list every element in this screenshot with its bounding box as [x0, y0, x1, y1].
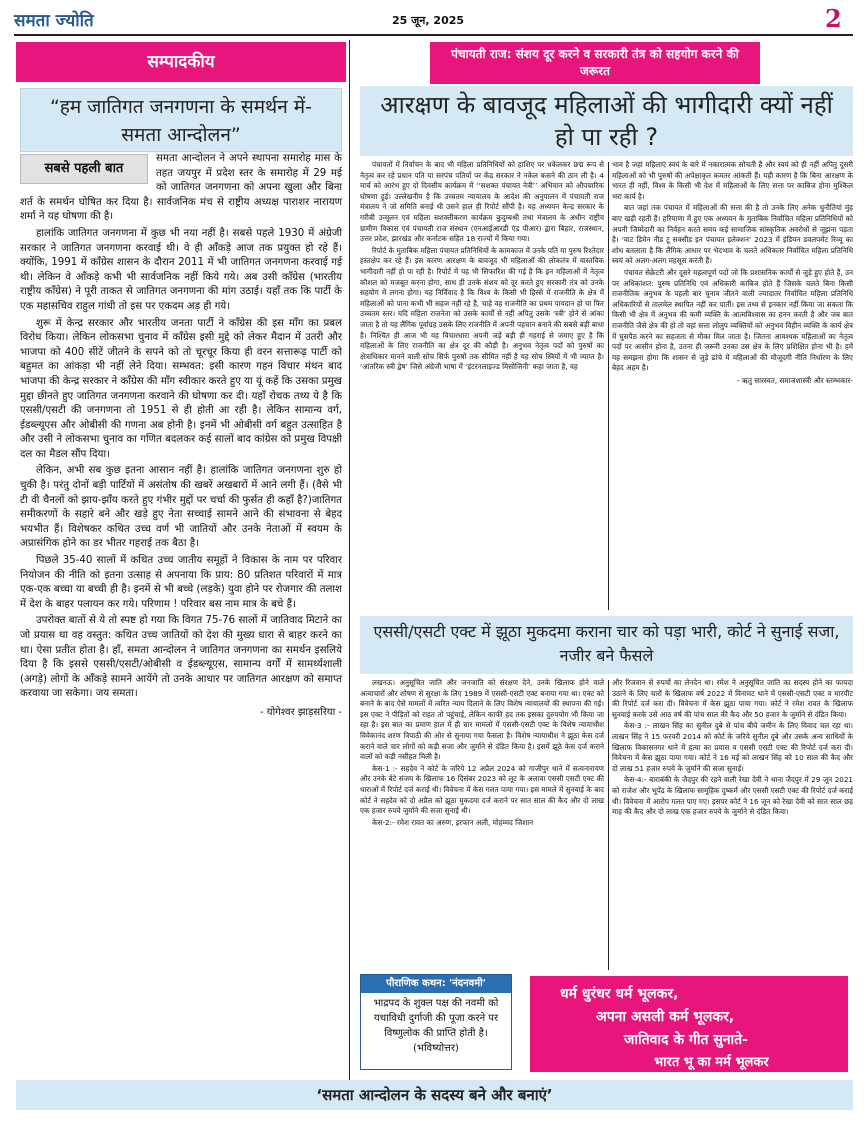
- scst-col-1: [360, 678, 604, 975]
- reservation-col-divider: [608, 162, 609, 610]
- reservation-headline: आरक्षण के बावजूद महिलाओं की भागीदारी क्यों नहीं हो पा रही ?: [380, 91, 833, 151]
- editorial-paragraph: शुरू में केन्द्र सरकार और भारतीय जनता पार्टी ने काँग्रेस की इस माँग का प्रबल विरोध किया। लेकिन लोकसभा चुनाव में काँग्रेस इसी मुद्दे को लेकर मैदान में उतरी और भाजपा को 400 सीटें जीतने के सपने को तो चूरचूर किया ही वरन सत्तारूढ़ पार्टी को बहुमत का आंकड़ा भी नहीं लेने दिया। सम्भवत: इसी कारण गहन विचार मंथन बाद भाजपा की केन्द्र सरकार ने काँग्रेस की माँग स्वीकार करते हुए या यूं कहें कि उसका प्रमुख मुद्दा छीनते हुए जातिगत जनगणना करवाने की घोषणा कर दी। यहाँ रोचक तथ्य ये है कि एससी/एसटी की जनगणना तो 1951 से ही होती आ रही है। लेकिन सामान्य वर्ग, ईडब्ल्यूएस और ओबीसी की गणना अब होनी है। इनमें भी ओबीसी वर्ग बहुत उत्साहित है और उसी ने लोकसभा चुनाव का गणित बदलकर कई सालों बाद कांग्रेस को प्रमुख विपक्षी दल का मैडल सौंप दिया।: [20, 317, 342, 460]
- reservation-col-1: [360, 160, 604, 610]
- scst-paragraph: और रिजवान से रुपयों का लेनदेन था। रमेश ने अनुसूचित जाति का सदस्य होने का फायदा उठाने के लिए चारों के खिलाफ वर्ष 2022 में विनामट थाने में एससी-एसटी एक्ट व मारपीट की रिपोर्ट दर्ज करा दी। विवेचना में केस झूठा पाया गया। कोर्ट ने रमेश रावत के खिलाफ सुनवाई करके उसे आठ वर्ष की पांच साल की कैद और 50 हजार के जुर्माने से दंडित किया।: [612, 678, 853, 719]
- poem-line: भारत भू का मर्म भूलकर: [654, 1055, 769, 1070]
- editorial-paragraph: हालांकि जातिगत जनगणना में कुछ भी नया नहीं है। सबसे पहले 1930 में अंग्रेजी सरकार ने जातिगत जनगणना करवाई थी। वे ही आँकड़े आज तक प्रयुक्त हो रहे हैं। क्योंकि, 1991 में काँग्रेस शासन के दौरान 2011 में भी जातिगत जनगणना करवाई गई थी। लेकिन वे आँकड़े कभी भी सार्वजनिक नहीं किये गये। अब उसी काँग्रेस (भारतीय राष्ट्रीय काँग्रेस) ने पूरी ताकत से जातिगत जनगणना की मांग उठाई। यहाँ तक कि पार्टी के एक महासचिव राहुल गांधी तो इस पर एकदम अड़ ही गये।: [20, 227, 342, 312]
- editorial-paragraph: समता आन्दोलन ने अपने स्थापना समारोह मास के तहत जयपुर में प्रदेश स्तर के समारोह में 29 मई को जातिगत जनगणना को अपना खुला और बिना शर्त के समर्थन घोषित कर दिया है। सार्वजनिक मंच से राष्ट्रीय अध्यक्ष पाराशर नारायण शर्मा ने यह घोषणा की है।: [20, 153, 342, 223]
- puranik-box: [360, 974, 512, 1070]
- reservation-col-2: [612, 160, 853, 610]
- scst-col-2: [612, 678, 853, 970]
- reservation-paragraph: पंचायत सेक्रेटरी और दूसरे महत्वपूर्ण पदों जो कि प्रशासनिक कार्यों से जुड़े हुए होते हैं, उन पर अधिकांशत: पुरुष प्रतिनिधि एवं अधिकारी काबिज होते हैं जिसके चलते बिना किसी राजनीतिक अनुभव के पहली बार चुनाव जीतने वाली ज्यादातर निर्वाचित महिला प्रतिनिधि अधिकारियों से तालमेल स्थापित नहीं कर पातीं। इस तथ्य से इनकार नहीं किया जा सकता कि किसी भी क्षेत्र में अनुभव की कमी व्यक्ति के आत्मविश्वास का हनन करती है और जब बात राजनीति जैसे क्षेत्र की हो तो वहां सत्ता लोलुप व्यक्तियों को अनुभव विहीन व्यक्ति के कार्य क्षेत्र में घुसपैठ करने का सहजता से मौका मिल जाता है। जितना आवश्यक महिलाओं का नेतृत्व पदों पर आसीन होना है, उतना ही जरूरी उनका उस क्षेत्र के लिए प्रशिक्षित होना भी है। हमें यह समझना होगा कि शासन से जुड़े ढांचे में महिलाओं की मौजूदगी नीति निर्धारण के लिए बेहद अहम है।: [612, 267, 853, 373]
- editorial-kicker: सबसे पहली बात: [20, 154, 148, 184]
- scst-paragraph: केस-3 :- लाखन सिंह का सुनील दुबे से पांच बीघे जमीन के लिए विवाद चल रहा था। लाखन सिंह ने 15 फरवरी 2014 को कोर्ट के जरिये सुनील दुबे और उसके अन्य साथियों के खिलाफ विकासनगर थाने में हत्या का प्रयास व एससी एसटी एक्ट की रिपोर्ट दर्ज करा दी। विवेचना में केस झूठा पाया गया। कोर्ट ने 16 मई को लाखन सिंह को 10 साल की कैद और दो लाख 51 हजार रुपये के जुर्माने की सजा सुनाई।: [612, 721, 853, 773]
- poem-line: धर्म धुरंधर धर्म भूलकर,: [560, 986, 679, 1002]
- masthead-date: 25 जून, 2025: [392, 14, 465, 27]
- editorial-headline: “हम जातिगत जनगणना के समर्थन में- समता आन्दोलन”: [49, 96, 313, 146]
- reservation-signature: - ऋतु सारस्वत, समाजशास्त्री और स्तम्भकार-: [736, 375, 853, 385]
- editorial-paragraph: उपरोक्त बातों से ये तो स्पष्ट हो गया कि विगत 75-76 सालों में जातिवाद मिटाने का जो प्रयास था वह वस्तुत: कथित उच्च जातियों को देश की मुख्य धारा से बाहर करने का था। ऐसा प्रतीत होता है। हाँ, समता आन्दोलन ने जातिगत जनगणना का समर्थन इसलिये दिया है कि इससे एससी/एसटी/ओबीसी व ईडब्ल्यूएस, सामान्य वर्गों में सामर्थ्यशाली (अगड़े) लोगों के आँकड़े सामने आयेंगे तो उनके आधार पर जातिगत आरक्षण को समाप्त करवाया जा सकेगा। जय समता।: [20, 615, 342, 700]
- panchayat-banner: पंचायती राज: संशय दूर करने व सरकारी तंत्र को सहयोग करने की जरूरत: [430, 42, 760, 84]
- page-number: 2: [825, 4, 842, 33]
- masthead-rule: [14, 34, 853, 36]
- puranik-label: पौराणिक कथन: 'नंदनवमी': [361, 975, 511, 993]
- reservation-paragraph: बात जहां तक पंचायत में महिलाओं की सत्ता की है तो उनके लिए अनेक चुनौतियां मुंह बाए खड़ी रहती हैं। हरियाणा में हुए एक अध्ययन के मुताबिक निर्वाचित महिला प्रतिनिधियों को अपनी जिम्मेदारी का निर्वहन करते समय कई सामाजिक सांस्कृतिक अवरोधों से जूझना पड़ता है। ‘वाट डिमेन नीड टू सक्सीड इन पंचायत इलेक्शन’ 2023 में इंडियन डवलपमेंट रिव्यू का शोध बतलाता है कि लैंगिक आधार पर भेदभाव के चलते अधिकतर निर्वाचित महिला प्रतिनिधि स्वयं को अलग-अलग महसूस करती हैं।: [612, 203, 853, 266]
- reservation-paragraph: भाव है जहां महिलाएं स्वयं के बारे में नकारात्मक सोचती है और स्वयं को ही नहीं अपितु दूसरी महिलाओं को भी पुरुषों की अपेक्षाकृत कमतर आंकती हैं। यही कारण है कि बिना आरक्षण के भारत ही नहीं, विश्व के किसी भी देश में महिलाओं के लिए सत्ता पर काबिज होना मुश्किल भरा कार्य है।: [612, 160, 853, 201]
- poem-line: जातिवाद के गीत सुनाते-: [624, 1032, 748, 1048]
- poem-line: अपना असली कर्म भूलकर,: [596, 1009, 735, 1025]
- masthead-title: समता ज्योति: [14, 11, 94, 31]
- masthead: [14, 6, 853, 34]
- scst-paragraph: केस-2:- रमेश रावत का अरुण, इरफान अली, मोहम्मद जिशान: [372, 817, 534, 827]
- scst-headline: एससी/एसटी एक्ट में झूठा मुकदमा कराना चार को पड़ा भारी, कोर्ट ने सुनाई सजा, नजीर बने फैसले: [373, 622, 840, 665]
- editorial-paragraph: पिछले 35-40 सालों में कथित उच्च जातीय समूहों ने विकास के नाम पर परिवार नियोजन की नीति को इतना उत्साह से अपनाया कि प्राय: 80 प्रतिशत परिवारों में मात्र एक-एक बच्चा या बच्ची ही है। इनमें से भी बच्चे (लड़के) युवा होने पर रोजगार की तलाश में देश के बाहर पलायन कर गये। परिणाम ! परिवार बस नाम मात्र के बचे हैं।: [20, 555, 342, 610]
- scst-col-divider: [608, 680, 609, 970]
- reservation-headline-box: [360, 86, 853, 156]
- editorial-headline-box: [20, 88, 342, 152]
- editorial-section-bar: सम्पादकीय: [16, 42, 346, 82]
- editorial-body: [20, 152, 342, 1064]
- scst-paragraph: लखनऊ। अनुसूचित जाति और जनजाति को संरक्षण देने, उनके खिलाफ होने वाले अत्याचारों और शोषण से सुरक्षा के लिए 1989 में एससी-एसटी एक्ट बनाया गया था। एक्ट को बनाने के बाद ऐसे मामलों में त्वरित न्याय दिलाने के लिए विशेष न्यायालयों की स्थापना की गई। इस एक्ट ने पीड़ितों को राहत तो पहुंचाई, लेकिन काफी हद तक इसका दुरुपयोग भी किया जा रहा है। इस बात का प्रमाण हाल में ही चार मामलों में एससी-एसटी एक्ट के विशेष न्यायाधीश विवेकानंद शरण त्रिपाठी की ओर से सुनाया गया फैसला है। विशेष न्यायाधीश ने झूठा केस दर्ज कराने वाले चार लोगों को कड़ी सजा और जुर्माने से दंडित किया है। इसमें झूठे केस दर्ज कराने वालों को कड़ी नसीहत मिली है।: [360, 678, 604, 762]
- editorial-paragraph: लेकिन, अभी सब कुछ इतना आसान नहीं है। हालांकि जातिगत जनगणना शुरु हो चुकी है। परंतु दोनों बड़ी पार्टियों में असंतोष की खबरें अखबारों में आने लगी हैं। (वैसे भी टी वी चैनलों को झाय-झाँय करते हुए गंभीर मुद्दों पर चर्चा की फुर्सत ही कहाँ है?)जातिगत समीकरणों के सहारे बने और खड़े हुए नेता सच्चाई सामने आने की संभावना से बेहद भयभीत हैं। विशेषकर कथित उच्च वर्ण भी जातियों और उनके नेताओं में स्वयम के अप्रासंगिक होने का डर भीतर गहराई तक बैठा है।: [20, 465, 342, 550]
- scst-paragraph: केस-4:- बाराबंकी के जैदपुर की रहने वाली रेखा देवी ने थाना जैदपुर में 29 जून 2021 को राजेश और भूपेंद्र के खिलाफ सामूहिक दुष्कर्म और एससी एसटी एक्ट की रिपोर्ट दर्ज कराई थी। विवेचना में आरोप गलत पाए गए। इसपर कोर्ट ने 16 जून को रेखा देवी को सात साल छह माह की कैद और दो लाख एक हजार रुपये के जुर्माने से दंडित किया।: [612, 775, 853, 817]
- puranik-text: भाद्रपद के शुक्ल पक्ष की नवमी को यथाविधी दुर्गाजी की पूजा करने पर विष्णुलोक की प्राप्ति होती है। (भविष्योत्तर): [373, 998, 499, 1054]
- poem-box: [530, 976, 848, 1072]
- scst-headline-box: [360, 616, 853, 674]
- column-divider: [349, 40, 350, 1097]
- scst-paragraph: केस-1 :- सहदेव ने कोर्ट के जरिये 12 अप्रैल 2024 को गाजीपुर थाने में सत्यनारायण और उनके बेटे संजय के खिलाफ 16 दिसंबर 2023 को लूट के अलावा एससी एसटी एक्ट की धाराओं में रिपोर्ट दर्ज कराई थी। विवेचना में केस गलत पाया गया। इस मामले में सुनवाई के बाद कोर्ट ने सहदेव को दो अप्रैल को झूठा मुकदमा दर्ज कराने पर सात साल की कैद और दो लाख एक हजार रुपये जुर्माने की सजा सुनाई थी।: [360, 763, 604, 816]
- reservation-paragraph: पंचायतों में निर्वाचन के बाद भी महिला प्रतिनिधियों को हाशिए पर धकेलकर छद्म रूप से नेतृत्व कर रहे प्रधान पति या सरपंच पतियों पर केंद्र सरकार ने नकेल कसने की ठान ली है। 4 मार्च को आरंभ हुए दो दिवसीय कार्यक्रम में ‘‘सशक्त पंचायत नेत्री’’ अभियान को औपचारिक घोषणा हुई। उल्लेखनीय है कि उच्चतम न्यायालय के आदेश की अनुपालन में पंचायती राज मंत्रालय ने जो समिति बनाई थी उसने हाल ही रिपोर्ट सौंपी है। यह अध्ययन केन्द्र सरकार के गरीबी उन्मूलन एवं महिला सशक्तीकरण कार्यक्रम कुदुम्बश्री तथा मंत्रालय के अधीन राष्ट्रीय ग्रामीण विकास एवं पंचायती राज संस्थान (एनआईआरडी एंड पीआर) द्वारा बिहार, राजस्थान, उत्तर प्रदेश, झारखंड और कर्नाटक सहित 18 राज्यों में किया गया।: [360, 160, 604, 244]
- footer-slogan: ‘समता आन्दोलन के सदस्य बने और बनाएं’: [16, 1080, 853, 1110]
- reservation-paragraph: रिपोर्ट के मुताबिक महिला पंचायत प्रतिनिधियों के कामकाज में उनके पति या पुरुष रिश्तेदार हस्तक्षेप कर रहे हैं। इस कारण आरक्षण के बावजूद भी महिलाओं की लोकतंत्र में वास्तविक भागीदारी नहीं हो पा रही है। रिपोर्ट में यह भी सिफारिश की गई है कि इन महिलाओं में नेतृत्व कौशल को मजबूत करना होगा, साथ ही उनके संशय को दूर करते हुए सरकारी तंत्र को उनके सहयोग में लगना होगा। यह निर्विवाद है कि विश्व के किसी भी हिस्से में राजनीति के क्षेत्र में महिलाओं को पाना कभी भी सहज नहीं रहे है, चाहे वह राजनीति का प्रथम पायदान हो या फिर उच्चतम स्तर। यदि महिला राजनेता को उसके कार्यों से नहीं अपितु उसके ‘स्त्री’ होने से आंका जाता है तो यह लैंगिक पूर्वाग्रह उसके लिए राजनीति में अपनी पहचान बनाने की सबसे बड़ी बाधा है। निश्चित ही आज भी यह विचारधारा अपनी जड़ें बड़ी ही गहराई से जमाए हुए है कि महिलाओं के लिए राजनीति का क्षेत्र दूर की कौड़ी है। अनुभव नेतृत्व पदों को पुरुषों का क्षेत्राधिकार मानने वाली सोच सिर्फ पुरुषों तक सीमित नहीं है यह सोच स्त्रियों में भी व्याप्त है। ‘आंतरिक स्त्री द्वेष’ जिसे अंग्रेजी भाषा में ‘इंटरनलाइज्ड मिसोजिनी’ कहा जाता है, वह: [360, 245, 604, 372]
- editorial-signature: - योगेश्वर झाड़सरिया -: [259, 706, 342, 718]
